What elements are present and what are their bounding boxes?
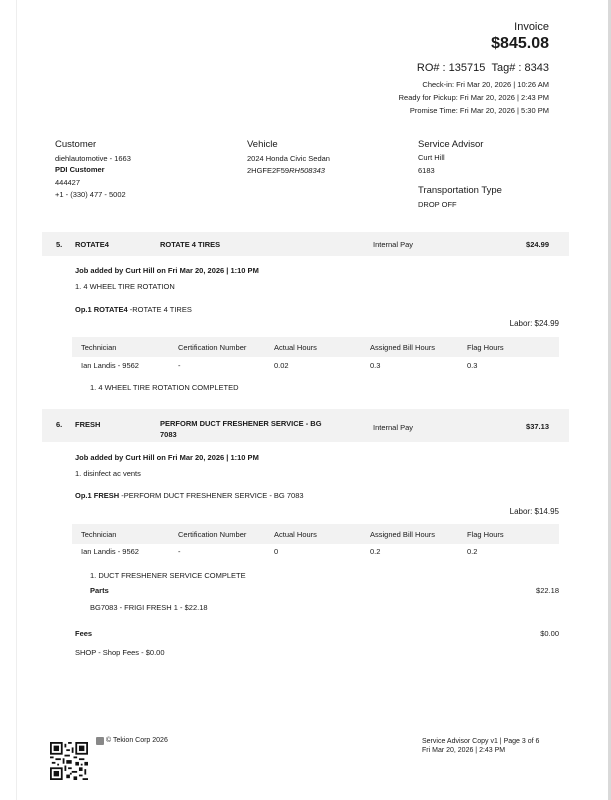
customer-name: diehlautomotive - 1663 — [55, 154, 131, 163]
vehicle-model: 2024 Honda Civic Sedan — [247, 154, 330, 163]
job-6-op-desc: -PERFORM DUCT FRESHENER SERVICE - BG 7083 — [119, 491, 304, 500]
customer-id: 444427 — [55, 178, 81, 187]
job-6-number: 6. — [56, 420, 63, 429]
col-flag-hours: Flag Hours — [467, 343, 504, 352]
invoice-total: $845.08 — [491, 35, 549, 52]
job-6-added-by: Job added by Curt Hill on Fri Mar 20, 2026 | 1:10 PM — [75, 453, 259, 462]
qr-code — [50, 742, 88, 780]
job-6-pay-type: Internal Pay — [373, 423, 414, 432]
job-6-operation — [75, 491, 304, 500]
parts-total: $22.18 — [536, 586, 559, 595]
col-technician: Technician — [81, 530, 117, 539]
job-5-row-actual-hours: 0.02 — [274, 361, 289, 370]
fees-heading: Fees — [75, 629, 93, 638]
job-6-row-technician: Ian Landis - 9562 — [81, 547, 139, 556]
job-5-row-technician: Ian Landis - 9562 — [81, 361, 139, 370]
col-assigned-bill-hours: Assigned Bill Hours — [370, 343, 436, 352]
col-actual-hours: Actual Hours — [274, 530, 317, 539]
customer-type: PDI Customer — [55, 165, 105, 174]
job-5-op-desc: -ROTATE 4 TIRES — [127, 305, 192, 314]
job-6-row-certification: - — [178, 547, 181, 556]
col-assigned-bill-hours: Assigned Bill Hours — [370, 530, 436, 539]
job-6-row-bill-hours: 0.2 — [370, 547, 381, 556]
parts-heading: Parts — [90, 586, 109, 595]
advisor-heading: Service Advisor — [418, 139, 484, 150]
col-technician: Technician — [81, 343, 117, 352]
job-6-code: FRESH — [75, 420, 101, 429]
col-certification: Certification Number — [178, 343, 247, 352]
job-6-labor: Labor: $14.95 — [509, 507, 559, 516]
job-5-note: 1. 4 WHEEL TIRE ROTATION — [75, 282, 175, 291]
vehicle-vin — [247, 166, 325, 175]
col-certification: Certification Number — [178, 530, 247, 539]
job-6-title-line2: 7083 — [160, 430, 177, 439]
job-6-op-code: Op.1 FRESH — [75, 491, 120, 500]
scan-edge-line — [16, 0, 17, 800]
job-5-pay-type: Internal Pay — [373, 240, 414, 249]
advisor-number: 6183 — [418, 166, 435, 175]
part-line: BG7083 - FRIGI FRESH 1 - $22.18 — [90, 603, 208, 612]
job-5-code: ROTATE4 — [75, 240, 109, 249]
job-5-row-certification: - — [178, 361, 181, 370]
job-5-labor: Labor: $24.99 — [509, 319, 559, 328]
tag-number: Tag# : 8343 — [491, 62, 549, 74]
vin-prefix: 2HGFE2F59 — [247, 166, 290, 175]
ready-for-pickup-time: Ready for Pickup: Fri Mar 20, 2026 | 2:43 PM — [398, 93, 549, 102]
footer-copyright: © Tekion Corp 2026 — [106, 737, 168, 744]
job-6-title-line1: PERFORM DUCT FRESHENER SERVICE - BG — [160, 419, 322, 428]
fees-total: $0.00 — [540, 629, 559, 638]
col-flag-hours: Flag Hours — [467, 530, 504, 539]
job-5-header — [42, 232, 569, 256]
check-in-time: Check-in: Fri Mar 20, 2026 | 10:26 AM — [422, 80, 549, 89]
job-5-op-code: Op.1 ROTATE4 — [75, 305, 128, 314]
job-5-row-flag-hours: 0.3 — [467, 361, 478, 370]
job-6-completion: 1. DUCT FRESHENER SERVICE COMPLETE — [90, 571, 246, 580]
promise-time: Promise Time: Fri Mar 20, 2026 | 5:30 PM — [409, 106, 549, 115]
fee-line: SHOP - Shop Fees - $0.00 — [75, 648, 165, 657]
customer-heading: Customer — [55, 139, 97, 150]
job-5-number: 5. — [56, 240, 63, 249]
job-6-row-actual-hours: 0 — [274, 547, 279, 556]
advisor-name: Curt Hill — [418, 153, 445, 162]
customer-phone: +1 - (330) 477 - 5002 — [55, 190, 126, 199]
job-5-added-by: Job added by Curt Hill on Fri Mar 20, 2026 | 1:10 PM — [75, 266, 259, 275]
job-5-operation — [75, 305, 192, 314]
transport-value: DROP OFF — [418, 200, 457, 209]
tekion-logo-icon — [96, 737, 104, 745]
job-6-row-flag-hours: 0.2 — [467, 547, 478, 556]
job-5-row-bill-hours: 0.3 — [370, 361, 381, 370]
footer-copy-info: Service Advisor Copy v1 | Page 3 of 6 — [422, 738, 540, 745]
job-5-amount: $24.99 — [526, 240, 549, 249]
transport-heading: Transportation Type — [418, 185, 502, 196]
vin-suffix: RH508343 — [289, 166, 325, 175]
vehicle-heading: Vehicle — [247, 139, 278, 150]
job-6-amount: $37.13 — [526, 422, 549, 431]
job-5-title: ROTATE 4 TIRES — [160, 240, 221, 249]
job-6-note: 1. disinfect ac vents — [75, 469, 141, 478]
ro-number: RO# : 135715 — [416, 62, 486, 74]
col-actual-hours: Actual Hours — [274, 343, 317, 352]
footer-printed-date: Fri Mar 20, 2026 | 2:43 PM — [422, 747, 506, 754]
job-5-completion: 1. 4 WHEEL TIRE ROTATION COMPLETED — [90, 383, 239, 392]
ro-tag-line — [417, 62, 549, 74]
document-type: Invoice — [514, 21, 549, 33]
